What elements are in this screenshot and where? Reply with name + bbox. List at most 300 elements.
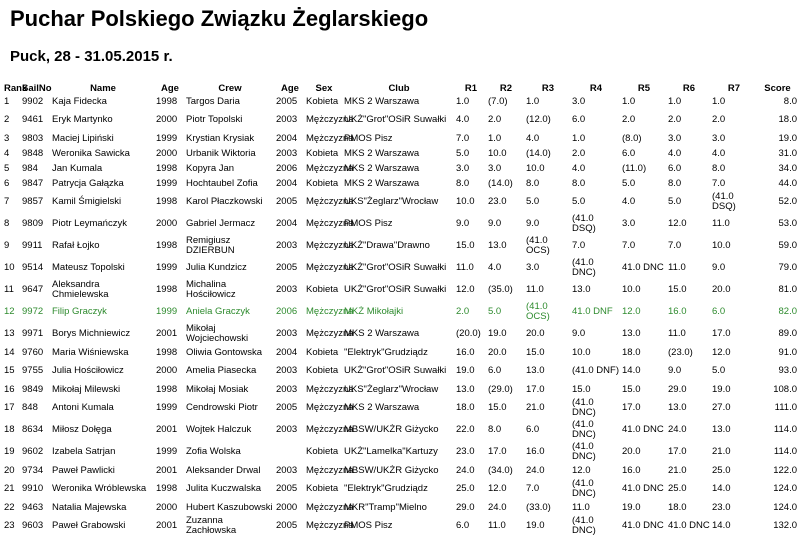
column-header-r5: R5 [637,83,651,94]
cell-r5: 20.0 [622,446,641,457]
cell-r5: 5.0 [622,177,636,189]
cell-r3: (14.0) [526,147,551,159]
table-row [3,345,798,360]
cell-r2: 24.0 [488,501,507,513]
table-row [3,161,798,176]
cell-score: 18.0 [778,114,797,125]
cell-age2: 2004 [276,346,298,358]
cell-score: 44.0 [778,177,797,189]
cell-r6: 3.0 [668,132,682,144]
cell-r2: 15.0 [488,402,507,413]
cell-r4: 11.0 [572,501,590,513]
cell-club: UKŻ"Grot"OSiR Suwałki [344,365,447,376]
cell-r1: 24.0 [456,464,475,476]
cell-sail: 9910 [22,483,44,494]
cell-name: Mateusz Topolski [52,262,125,273]
cell-name: Kaja Fidecka [52,95,107,107]
cell-crew: Wojtek Halczuk [186,424,252,435]
cell-sail: 9603 [22,520,44,531]
cell-r5: (11.0) [622,162,647,174]
cell-r2: 11.0 [488,520,506,531]
cell-age: 2001 [156,424,178,435]
cell-r2: 13.0 [488,240,507,251]
cell-r5: (8.0) [622,132,642,144]
cell-age2: 2005 [276,483,298,494]
cell-r2: 2.0 [488,114,502,125]
cell-sail: 9514 [22,262,44,273]
cell-r5: 14.0 [622,365,641,376]
table-row [3,323,798,345]
cell-rank: 19 [4,446,15,457]
cell-r5: 1.0 [622,95,636,107]
cell-r7: 20.0 [712,284,731,295]
cell-name: Rafał Łojko [52,240,100,251]
cell-sex: Mężczyzna [306,424,354,435]
cell-score: 31.0 [778,147,797,159]
cell-club: MBSW/UKŻR Giżycko [344,464,439,476]
cell-rank: 20 [4,464,15,476]
cell-rank: 12 [4,306,15,317]
cell-age2: 2005 [276,402,298,413]
table-row [3,441,798,463]
cell-age2: 2004 [276,218,298,229]
cell-r1: 12.0 [456,284,475,295]
cell-score: 91.0 [778,346,797,358]
cell-club: PMOS Pisz [344,132,393,144]
cell-name: Eryk Martynko [52,114,113,125]
cell-sail: 9847 [22,177,44,189]
cell-r7: 25.0 [712,464,731,476]
cell-sex: Kobieta [306,177,339,189]
cell-r3: 13.0 [526,365,545,376]
cell-rank: 21 [4,483,15,494]
cell-r3: 15.0 [526,346,545,358]
cell-crew: Zuzanna Zachłowska [186,515,237,536]
cell-r5: 12.0 [622,306,641,317]
cell-r6: 5.0 [668,196,682,207]
cell-r3: 20.0 [526,328,545,339]
cell-sail: 9647 [22,284,44,295]
cell-age2: 2003 [276,464,298,476]
cell-r4: 41.0 DNF [572,306,613,317]
cell-r4: (41.0 DNC) [572,257,596,278]
cell-sex: Kobieta [306,365,339,376]
cell-r5: 13.0 [622,328,641,339]
cell-sail: 9755 [22,365,44,376]
cell-age: 1999 [156,402,178,413]
cell-sex: Mężczyzna [306,306,354,317]
cell-r1: 5.0 [456,147,470,159]
cell-r3: 10.0 [526,162,545,174]
cell-r5: 6.0 [622,147,636,159]
cell-r2: 12.0 [488,483,507,494]
column-header-rank: Rank [4,83,28,94]
cell-score: 108.0 [773,383,797,395]
cell-crew: Cendrowski Piotr [186,402,258,413]
table-row [3,301,798,323]
cell-crew: Hochtaubel Zofia [186,177,258,189]
cell-age2: 2005 [276,95,298,107]
cell-r5: 4.0 [622,196,636,207]
cell-r3: 1.0 [526,95,540,107]
cell-age2: 2005 [276,520,298,531]
cell-name: Mikołaj Milewski [52,383,121,395]
cell-sex: Kobieta [306,147,339,159]
cell-r1: 22.0 [456,424,475,435]
cell-r5: 2.0 [622,114,636,125]
cell-age2: 2004 [276,132,298,144]
table-row [3,176,798,191]
cell-r3: (12.0) [526,114,551,125]
cell-r6: 21.0 [668,464,687,476]
table-row [3,109,798,131]
cell-r4: 1.0 [572,132,586,144]
cell-sex: Mężczyzna [306,328,354,339]
cell-sail: 9911 [22,240,43,251]
cell-club: UKŻ"Drawa"Drawno [344,240,430,251]
cell-sail: 984 [22,162,38,174]
cell-r3: (33.0) [526,501,551,513]
column-header-sex: Sex [315,83,333,94]
cell-r4: 6.0 [572,114,586,125]
cell-r2: 3.0 [488,162,502,174]
table-row [3,419,798,441]
cell-name: Weronika Wróblewska [52,483,147,494]
cell-r7: 14.0 [712,483,731,494]
results-table [3,82,798,537]
table-row [3,213,798,235]
cell-age2: 2003 [276,328,298,339]
cell-r2: (7.0) [488,95,508,107]
cell-age: 2001 [156,328,178,339]
cell-age: 1998 [156,383,178,395]
cell-score: 114.0 [773,446,797,457]
table-row [3,235,798,257]
cell-sail: 9849 [22,383,44,395]
cell-club: MKS 2 Warszawa [344,402,420,413]
cell-name: Paweł Pawlicki [52,464,115,476]
cell-age2: 2005 [276,196,298,207]
cell-r5: 19.0 [622,501,641,513]
cell-r3: 21.0 [526,402,545,413]
cell-r7: 4.0 [712,147,726,159]
cell-club: UKŻ"Grot"OSiR Suwałki [344,262,447,273]
cell-r3: (41.0 OCS) [526,301,550,322]
cell-age: 2000 [156,147,178,159]
cell-crew: Gabriel Jermacz [186,218,256,229]
column-header-r7: R7 [727,83,741,94]
table-row [3,478,798,500]
cell-score: 124.0 [773,501,797,513]
cell-club: MKS 2 Warszawa [344,95,420,107]
cell-sex: Kobieta [306,446,339,457]
cell-r6: 15.0 [668,284,687,295]
cell-r4: (41.0 DNC) [572,397,596,418]
cell-r7: 17.0 [712,328,731,339]
cell-age2: 2000 [276,501,298,513]
cell-r4: 7.0 [572,240,586,251]
cell-r1: 18.0 [456,402,475,413]
cell-name: Borys Michniewicz [52,328,131,339]
cell-r6: 12.0 [668,218,687,229]
cell-age: 1998 [156,95,178,107]
cell-r6: 7.0 [668,240,682,251]
column-header-crew: Crew [218,83,242,94]
cell-r6: 9.0 [668,365,682,376]
cell-r2: 10.0 [488,147,507,159]
cell-r7: 9.0 [712,262,726,273]
cell-r3: 16.0 [526,446,545,457]
cell-r3: 9.0 [526,218,540,229]
cell-sex: Kobieta [306,95,339,107]
cell-crew: Mikołaj Mosiak [186,383,249,395]
cell-sail: 9971 [22,328,44,339]
cell-age2: 2004 [276,177,298,189]
cell-crew: Krystian Krysiak [186,132,255,144]
cell-age: 2001 [156,520,178,531]
cell-name: Julia Hościłowicz [52,365,124,376]
cell-name: Weronika Sawicka [52,147,130,159]
cell-sex: Mężczyzna [306,501,354,513]
cell-rank: 5 [4,162,10,174]
cell-crew: Remigiusz DZIERBUN [186,235,235,256]
cell-r1: 29.0 [456,501,475,513]
cell-r6: 24.0 [668,424,687,435]
cell-club: UKŻ"Grot"OSiR Suwałki [344,114,447,125]
cell-sail: 9463 [22,501,44,513]
cell-score: 79.0 [778,262,797,273]
cell-rank: 22 [4,501,15,513]
cell-sail: 9803 [22,132,44,144]
cell-age: 1998 [156,346,178,358]
cell-r2: (35.0) [488,284,513,295]
cell-r5: 41.0 DNC [622,483,664,494]
cell-club: "Elektryk"Grudziądz [344,483,428,494]
table-body [3,94,798,537]
cell-r2: 20.0 [488,346,507,358]
cell-age: 2000 [156,218,178,229]
cell-age: 1999 [156,446,178,457]
cell-r6: 8.0 [668,177,682,189]
cell-club: UKS"Żeglarz"Wrocław [344,196,439,207]
cell-r3: 6.0 [526,424,540,435]
cell-r6: 11.0 [668,262,686,273]
cell-rank: 4 [4,147,10,159]
cell-name: Antoni Kumala [52,402,114,413]
cell-sex: Mężczyzna [306,402,354,413]
cell-crew: Julita Kuczwalska [186,483,261,494]
cell-crew: Zofia Wolska [186,446,241,457]
cell-score: 59.0 [778,240,797,251]
cell-sex: Mężczyzna [306,383,354,395]
cell-club: MKS 2 Warszawa [344,147,420,159]
cell-rank: 9 [4,240,10,251]
cell-r5: 10.0 [622,284,641,295]
cell-club: PMOS Pisz [344,218,393,229]
cell-r6: 6.0 [668,162,682,174]
cell-name: Miłosz Dołęga [52,424,112,435]
table-row [3,191,798,213]
cell-r7: 23.0 [712,501,731,513]
cell-club: MKS 2 Warszawa [344,162,420,174]
cell-age2: 2003 [276,424,298,435]
cell-r7: 2.0 [712,114,726,125]
cell-r7: 13.0 [712,424,731,435]
cell-score: 19.0 [778,132,797,144]
cell-r4: (41.0 DNC) [572,515,596,536]
cell-crew: Karol Płaczkowski [186,196,263,207]
cell-r1: 2.0 [456,306,470,317]
cell-score: 89.0 [778,328,797,339]
cell-r7: 21.0 [712,446,731,457]
cell-rank: 3 [4,132,10,144]
cell-r3: 5.0 [526,196,540,207]
cell-r1: 6.0 [456,520,470,531]
table-row [3,146,798,161]
cell-sex: Mężczyzna [306,262,354,273]
cell-sail: 9848 [22,147,44,159]
cell-r4: (41.0 DSQ) [572,213,596,234]
cell-sex: Mężczyzna [306,132,354,144]
cell-age: 2000 [156,365,178,376]
cell-r4: 3.0 [572,95,586,107]
cell-age2: 2003 [276,240,298,251]
cell-age: 1999 [156,177,178,189]
cell-age: 1998 [156,240,178,251]
cell-r7: 7.0 [712,177,726,189]
cell-r2: 1.0 [488,132,502,144]
cell-rank: 8 [4,218,10,229]
cell-rank: 23 [4,520,15,531]
cell-sex: Kobieta [306,346,339,358]
cell-age2: 2003 [276,147,298,159]
page-title: Puchar Polskiego Związku Żeglarskiego [10,6,429,31]
cell-r7: 10.0 [712,240,731,251]
cell-club: UKŻ"Lamelka"Kartuzy [344,446,438,457]
column-header-age: Age [161,83,179,94]
cell-r1: 13.0 [456,383,475,395]
cell-rank: 17 [4,402,15,413]
cell-sex: Mężczyzna [306,240,354,251]
cell-r1: 1.0 [456,95,470,107]
column-header-r3: R3 [541,83,555,94]
cell-age: 1999 [156,306,178,317]
cell-r5: 17.0 [622,402,641,413]
cell-r7: 12.0 [712,346,731,358]
cell-r2: 6.0 [488,365,502,376]
cell-r5: 3.0 [622,218,636,229]
cell-r6: 29.0 [668,383,687,395]
cell-r3: 24.0 [526,464,545,476]
cell-r1: 7.0 [456,132,470,144]
cell-score: 93.0 [778,365,797,376]
cell-name: Jan Kumala [52,162,103,174]
cell-crew: Oliwia Gontowska [186,346,263,358]
cell-rank: 14 [4,346,15,358]
table-row [3,279,798,301]
cell-rank: 11 [4,284,14,295]
cell-sail: 9734 [22,464,44,476]
cell-rank: 18 [4,424,15,435]
column-header-age2: Age [281,83,299,94]
cell-sex: Mężczyzna [306,218,354,229]
cell-crew: Aleksander Drwal [186,464,261,476]
cell-sail: 9809 [22,218,44,229]
cell-r4: 5.0 [572,196,586,207]
cell-age: 1998 [156,483,178,494]
cell-club: "Elektryk"Grudziądz [344,346,428,358]
cell-crew: Mikołaj Wojciechowski [186,323,249,344]
cell-sail: 9857 [22,196,44,207]
cell-sex: Mężczyzna [306,464,354,476]
cell-name: Filip Graczyk [52,306,107,317]
cell-sail: 8634 [22,424,44,435]
cell-r1: 15.0 [456,240,475,251]
cell-r2: 9.0 [488,218,502,229]
cell-r6: 25.0 [668,483,687,494]
column-header-score: Score [764,83,791,94]
cell-sail: 9902 [22,95,44,107]
cell-r2: 23.0 [488,196,507,207]
cell-r1: 4.0 [456,114,470,125]
cell-rank: 16 [4,383,15,395]
cell-r7: (41.0 DSQ) [712,191,736,212]
cell-r7: 1.0 [712,95,726,107]
cell-r5: 15.0 [622,383,641,395]
cell-club: MKS 2 Warszawa [344,177,420,189]
page-subtitle: Puck, 28 - 31.05.2015 r. [10,48,173,65]
cell-club: UKŻ"Grot"OSiR Suwałki [344,284,447,295]
table-row [3,500,798,515]
cell-score: 82.0 [778,306,797,317]
cell-r7: 3.0 [712,132,726,144]
cell-r3: 19.0 [526,520,545,531]
cell-r3: 17.0 [526,383,545,395]
cell-score: 52.0 [778,196,797,207]
cell-name: Maria Wiśniewska [52,346,129,358]
cell-crew: Urbanik Wiktoria [186,147,256,159]
cell-crew: Piotr Topolski [186,114,243,125]
cell-r4: 4.0 [572,162,586,174]
cell-age2: 2006 [276,162,298,174]
cell-r1: 16.0 [456,346,475,358]
cell-r6: 13.0 [668,402,687,413]
cell-r4: 9.0 [572,328,586,339]
cell-age2 [275,441,305,463]
column-header-r2: R2 [499,83,513,94]
cell-age2: 2006 [276,306,298,317]
cell-score: 114.0 [773,424,797,435]
cell-sex: Kobieta [306,483,339,494]
cell-age2: 2003 [276,365,298,376]
cell-age: 2001 [156,464,178,476]
cell-sail: 848 [22,402,38,413]
cell-r4: (41.0 DNC) [572,478,596,499]
cell-club: PMOS Pisz [344,520,393,531]
cell-age2: 2005 [276,262,298,273]
cell-r6: (23.0) [668,346,693,358]
cell-r4: (41.0 DNF) [572,365,619,376]
cell-r4: 10.0 [572,346,591,358]
cell-age: 2000 [156,501,178,513]
cell-r6: 16.0 [668,306,687,317]
cell-r5: 16.0 [622,464,641,476]
cell-r3: 4.0 [526,132,540,144]
cell-rank: 2 [4,114,10,125]
cell-age: 1998 [156,162,178,174]
cell-sex: Kobieta [306,284,339,295]
cell-rank: 13 [4,328,15,339]
